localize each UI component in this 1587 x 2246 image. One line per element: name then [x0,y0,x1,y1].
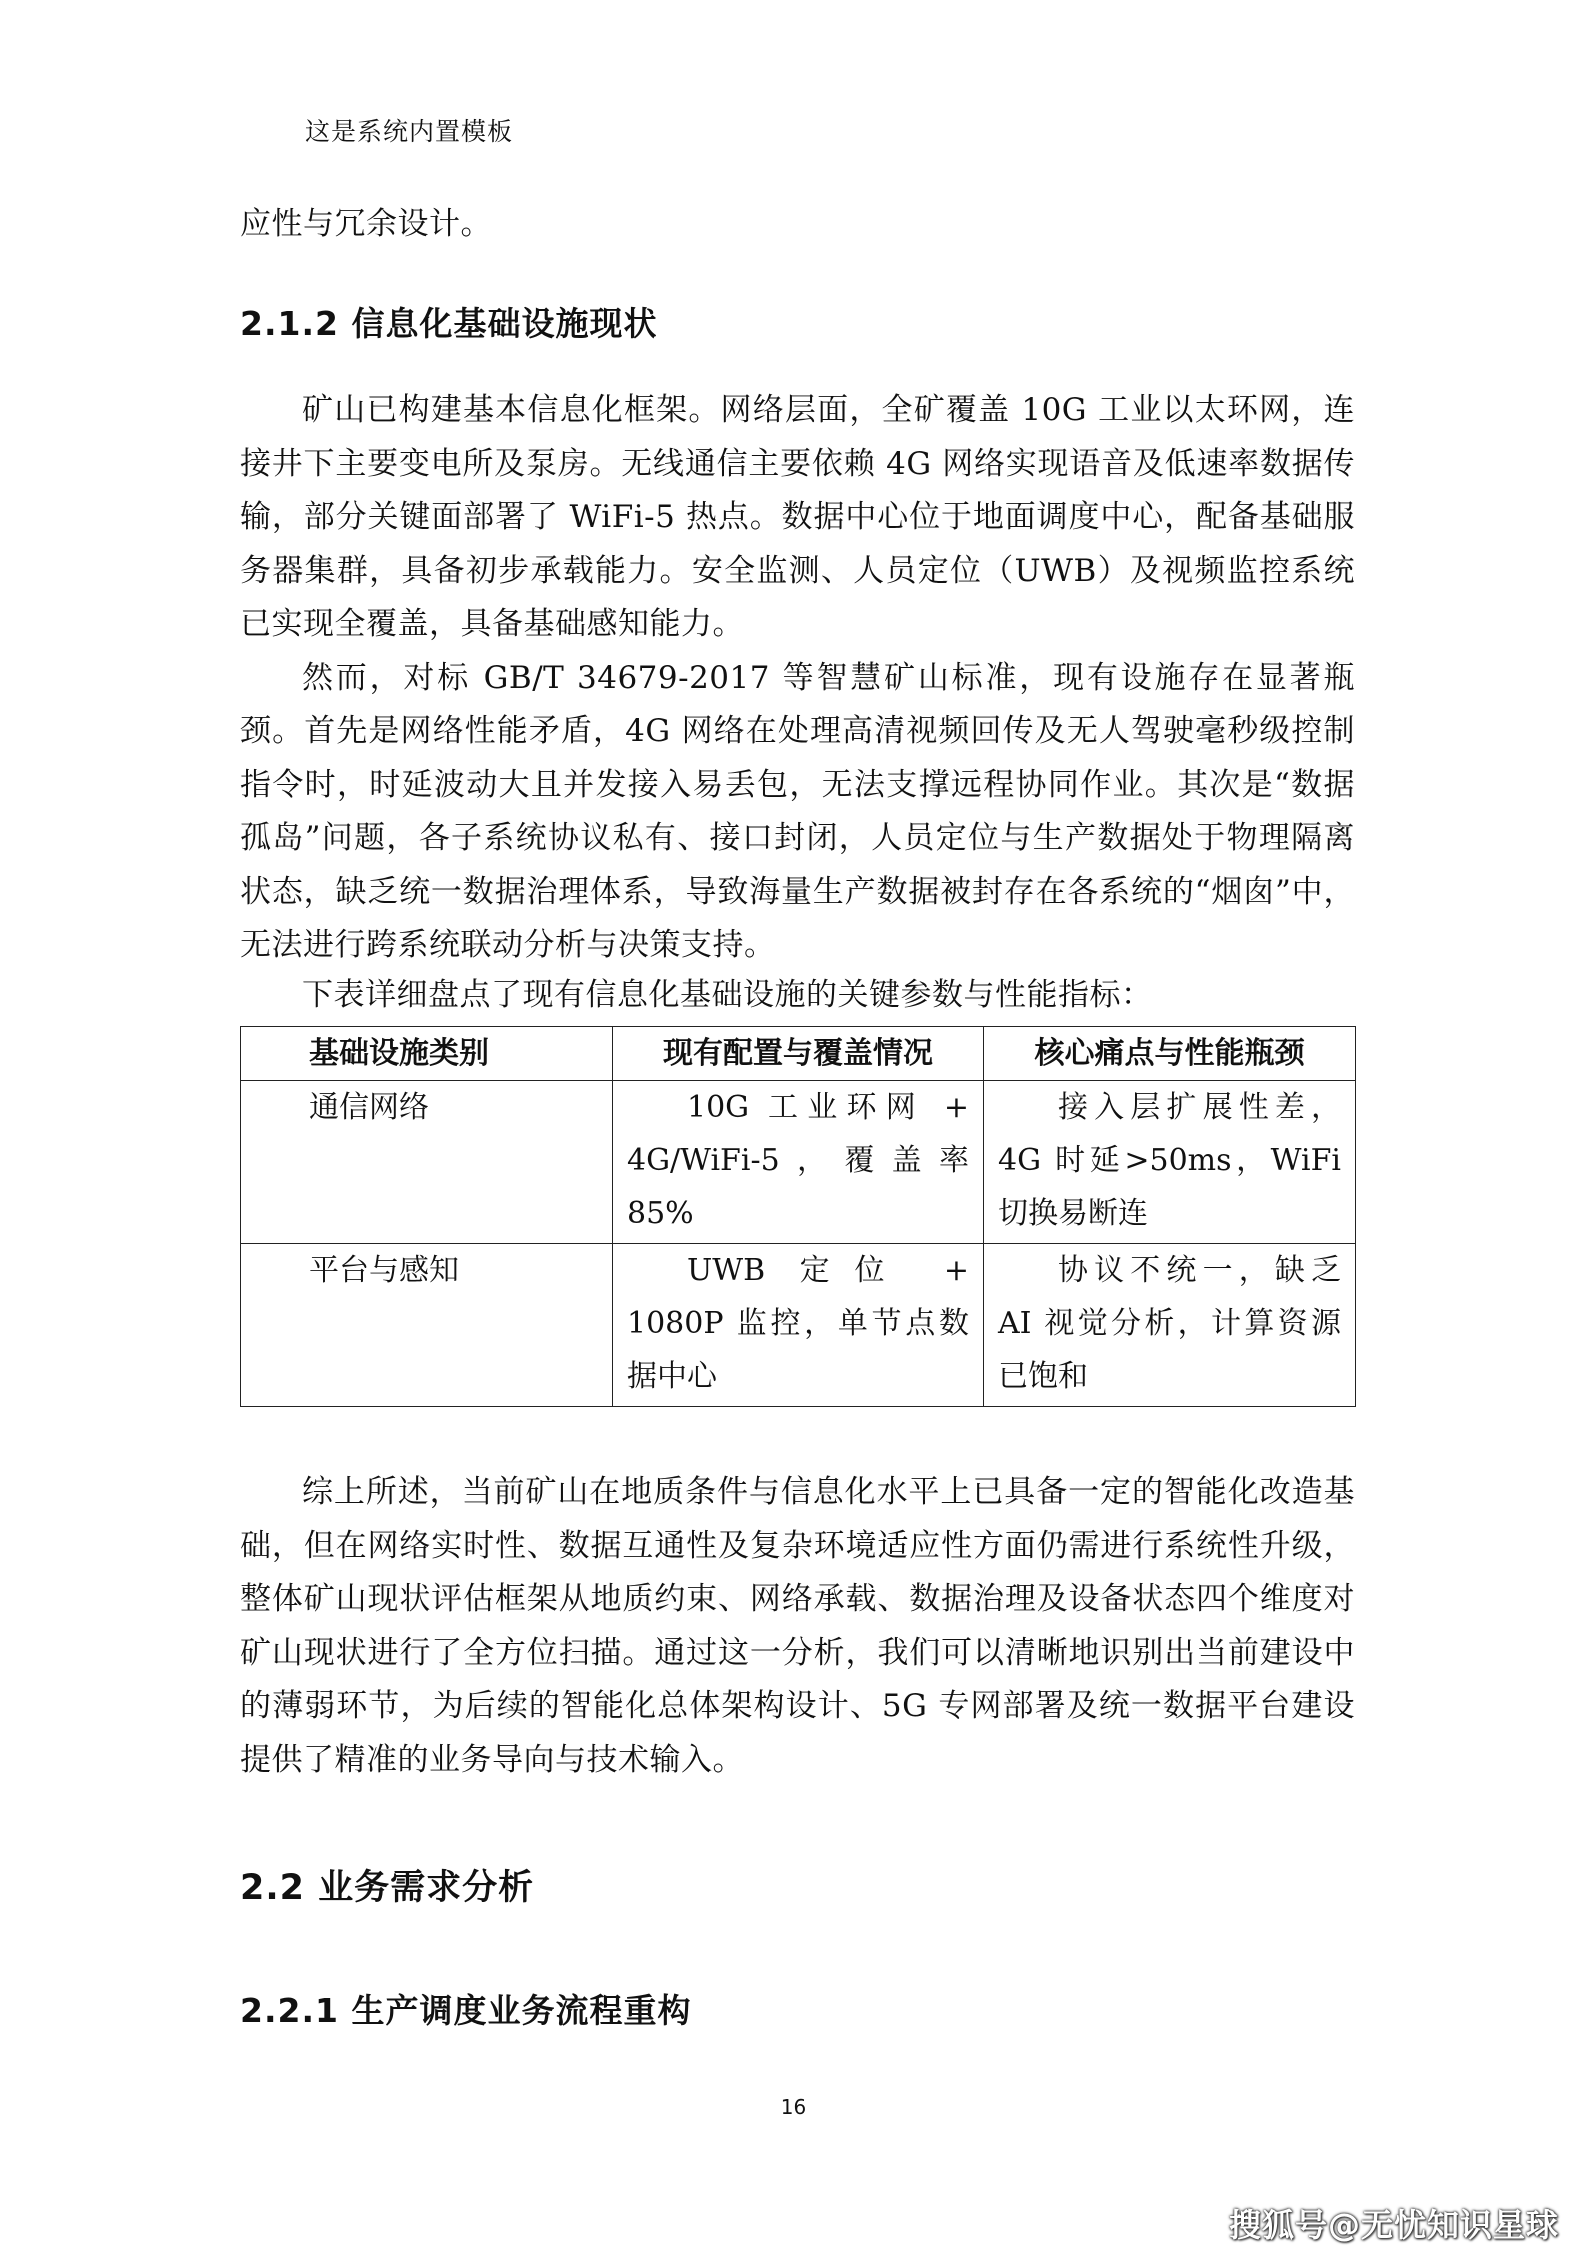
table-header-row [241,1027,1356,1081]
table-cell-category: 通信网络 [241,1081,613,1244]
intro-tail: 应性与冗余设计。 [240,206,492,242]
table-row [241,1081,1356,1244]
summary-paragraph: 综上所述，当前矿山在地质条件与信息化水平上已具备一定的智能化改造基础，但在网络实时性、数据互通性及复杂环境适应性方面仍需进行系统性升级，整体矿山现状评估框架从地质约束、网络承载、数据治理及设备状态四个维度对矿山现状进行了全方位扫描。通过这一分析，我们可以清晰地识别出当前建设中的薄弱环节，为后续的智能化总体架构设计、5G 专网部署及统一数据平台建设提供了精准的业务导向与技术输入。 [240,1474,1355,1778]
table-header-pain: 核心痛点与性能瓶颈 [984,1027,1356,1081]
table-cell-pain: 接入层扩展性差，4G 时延>50ms，WiFi 切换易断连 [984,1081,1356,1244]
page-number: 16 [780,2095,807,2119]
paragraph-bottlenecks: 然而，对标 GB/T 34679-2017 等智慧矿山标准，现有设施存在显著瓶颈。首先是网络性能矛盾，4G 网络在处理高清视频回传及无人驾驶毫秒级控制指令时，时延波动大且并发接入易丢包，无法支撑远程协同作业。其次是“数据孤岛”问题，各子系统协议私有、接口封闭，人员定位与生产数据处于物理隔离状态，缺乏统一数据治理体系，导致海量生产数据被封存在各系统的“烟囱”中，无法进行跨系统联动分析与决策支持。 [240,659,1355,963]
section-heading-2-1-2: 2.1.2 信息化基础设施现状 [240,304,658,343]
paragraph-infrastructure: 矿山已构建基本信息化框架。网络层面，全矿覆盖 10G 工业以太环网，连接井下主要变电所及泵房。无线通信主要依赖 4G 网络实现语音及低速率数据传输，部分关键面部署了 WiFi-5 热点。数据中心位于地面调度中心，配备基础服务器集群，具备初步承载能力。安全监测、人员定位（UWB）及视频监控系统已实现全覆盖，具备基础感知能力。 [240,392,1355,642]
paragraph-table-intro: 下表详细盘点了现有信息化基础设施的关键参数与性能指标： [302,976,1153,1013]
table-header-category: 基础设施类别 [241,1027,613,1081]
watermark: 搜狐号@无忧知识星球 [1228,2206,1559,2244]
section-2-1-2-body [240,384,1355,1017]
table-cell-config: UWB 定位 + 1080P 监控，单节点数据中心 [613,1244,984,1407]
table-cell-config: 10G 工业环网 + 4G/WiFi-5，覆盖率 85% [613,1081,984,1244]
section-heading-2-2-1: 2.2.1 生产调度业务流程重构 [240,1991,692,2030]
table-header-config: 现有配置与覆盖情况 [613,1027,984,1081]
table-cell-pain: 协议不统一，缺乏 AI 视觉分析，计算资源已饱和 [984,1244,1356,1407]
infrastructure-table [240,1026,1356,1407]
table-cell-category: 平台与感知 [241,1244,613,1407]
section-heading-2-2: 2.2 业务需求分析 [240,1868,535,1908]
template-note: 这是系统内置模板 [305,117,514,146]
table-row [241,1244,1356,1407]
